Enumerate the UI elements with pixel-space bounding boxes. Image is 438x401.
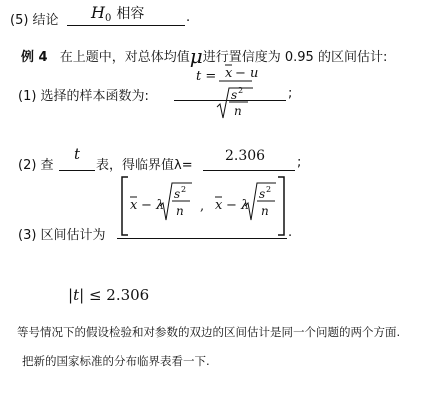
step2-t: t bbox=[74, 145, 81, 163]
minus-lambda-left: − λ bbox=[141, 198, 165, 213]
step2-end: ; bbox=[297, 155, 302, 170]
minus-u: − u bbox=[235, 66, 259, 81]
example-title: 例 4 bbox=[21, 50, 48, 65]
n-right: n bbox=[261, 204, 269, 218]
example-text-2: 进行置信度为 0.95 的区间估计: bbox=[202, 50, 388, 65]
example-text: 在上题中，对总体均值 bbox=[59, 50, 190, 65]
step2-text: 表，得临界值λ= bbox=[96, 158, 193, 173]
exp-right: 2 bbox=[266, 185, 272, 194]
hypothesis-symbol: H bbox=[91, 3, 105, 22]
n-left: n bbox=[176, 204, 184, 218]
conclusion-end: . bbox=[186, 10, 191, 25]
step3-end: . bbox=[288, 225, 293, 240]
inequality-t: t bbox=[73, 286, 80, 304]
step3-label: (3) 区间估计为 bbox=[18, 228, 106, 243]
step1-end: ; bbox=[288, 86, 293, 101]
note-2: 把新的国家标准的分布临界表看一下. bbox=[22, 354, 210, 368]
right-bracket bbox=[278, 177, 284, 235]
interval-comma: , bbox=[200, 199, 205, 214]
hypothesis-subscript: 0 bbox=[104, 13, 112, 24]
mu-symbol: μ bbox=[189, 44, 203, 68]
conclusion-answer-text: 相容 bbox=[116, 6, 145, 22]
step2-label: (2) 查 bbox=[18, 158, 54, 173]
exp-left: 2 bbox=[181, 185, 187, 194]
step1-label: (1) 选择的样本函数为: bbox=[18, 89, 149, 104]
minus-lambda-right: − λ bbox=[226, 198, 250, 213]
s-squared-exp: 2 bbox=[238, 86, 244, 95]
t-lhs: t = bbox=[196, 69, 217, 84]
inequality-rel: ≤ 2.306 bbox=[88, 286, 150, 304]
s-left: s bbox=[174, 187, 181, 201]
note-1: 等号情况下的假设检验和对参数的双边的区间估计是同一个问题的两个方面. bbox=[17, 325, 401, 339]
xbar: x bbox=[225, 66, 233, 81]
xbar-left: x bbox=[130, 198, 138, 213]
critical-value: 2.306 bbox=[225, 148, 266, 164]
conclusion-label: (5) 结论 bbox=[10, 13, 59, 28]
inequality: |t| ≤ 2.306 bbox=[68, 286, 150, 304]
s-symbol: s bbox=[231, 88, 238, 102]
n-symbol: n bbox=[234, 104, 242, 118]
s-right: s bbox=[259, 187, 266, 201]
left-bracket bbox=[122, 177, 128, 235]
xbar-right: x bbox=[215, 198, 223, 213]
